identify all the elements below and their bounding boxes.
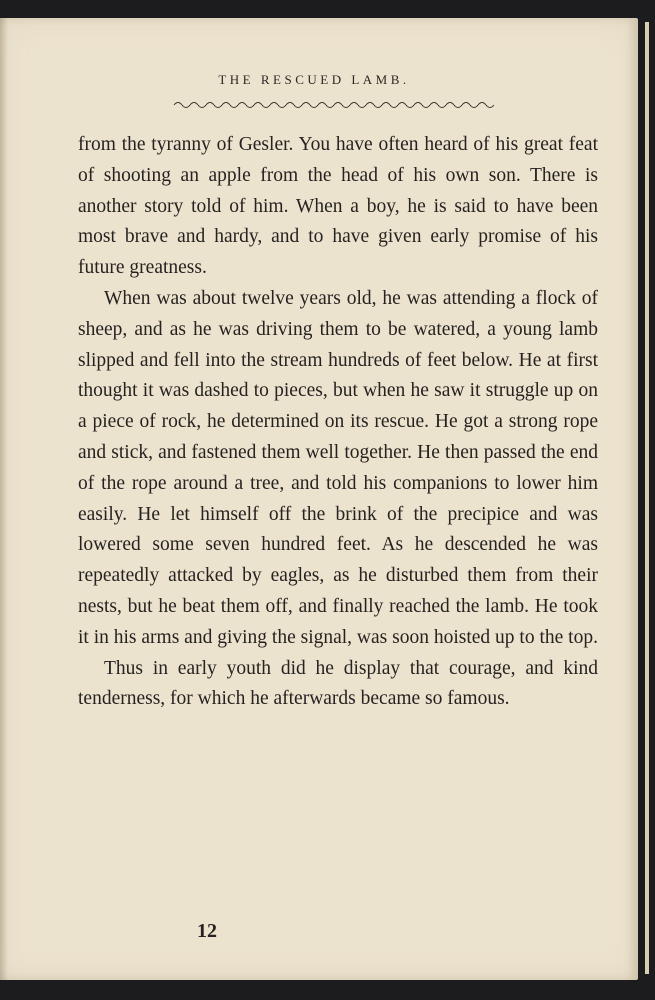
ornamental-rule [172, 98, 502, 112]
body-text [78, 130, 598, 715]
page-edge [645, 22, 649, 974]
running-head: THE RESCUED LAMB. [218, 72, 410, 87]
paragraph-1: from the tyranny of Gesler. You have often heard of his great feat of shooting an apple from the head of his own son. There is another story told of him. When a boy, he is said to have been most brave and hardy, and to have given early promise of his future greatness. [78, 134, 598, 279]
paragraph-3: Thus in early youth did he display that courage, and kind tenderness, for which he afterwards became so famous. [78, 657, 598, 710]
paragraph-2: When was about twelve years old, he was attending a flock of sheep, and as he was driving them to be watered, a young lamb slipped and fell into the stream hundreds of feet below. He at first thought it was dashed to pieces, but when he saw it struggle up on a piece of rock, he determined on its rescue. He got a strong rope and stick, and fastened them well together. He then passed the end of the rope around a tree, and told his companions to lower him easily. He let himself off the brink of the precipice and was lowered some seven hundred feet. As he descended he was repeatedly attacked by eagles, as he disturbed them from their nests, but he beat them off, and finally reached the lamb. He took it in his arms and giving the signal, was soon hoisted up to the top. [78, 287, 598, 648]
page-binding-shadow [0, 18, 8, 980]
page-number: 12 [197, 920, 217, 942]
